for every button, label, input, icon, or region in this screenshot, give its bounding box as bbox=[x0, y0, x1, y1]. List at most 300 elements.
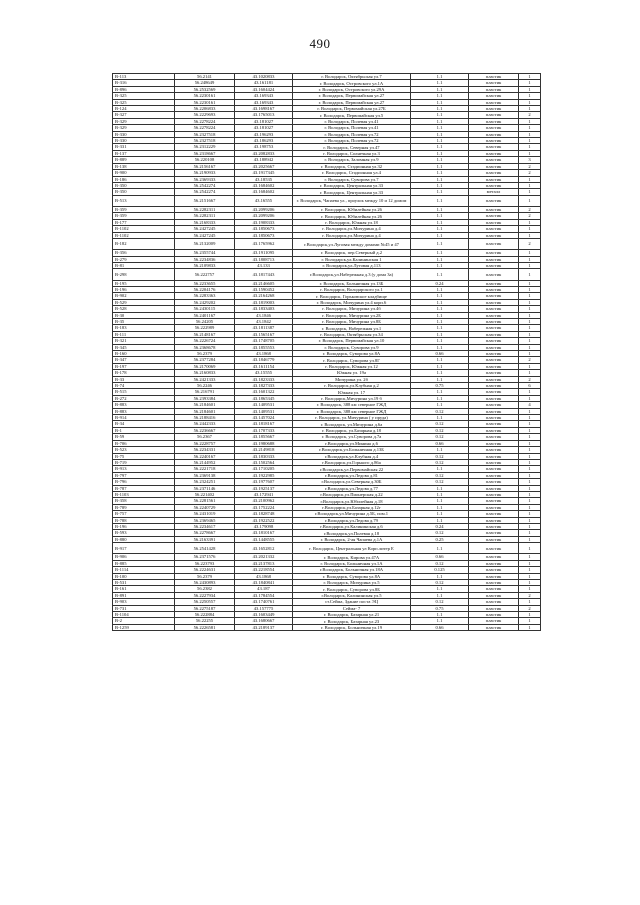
count-cell: 1 bbox=[519, 280, 541, 286]
address-cell: г. Володарск, Мичурина ул.4 корп.6 bbox=[293, 299, 411, 305]
volume-cell: 1.1 bbox=[411, 131, 469, 137]
longitude-cell: 43.181027 bbox=[235, 125, 293, 131]
volume-cell: 1.1 bbox=[411, 182, 469, 188]
longitude-cell: 43.1680667 bbox=[235, 618, 293, 624]
latitude-cell: 56.2427245 bbox=[175, 226, 235, 232]
longitude-cell: 43.1922522 bbox=[235, 517, 293, 523]
count-cell: 1 bbox=[519, 466, 541, 472]
volume-cell: 1.1 bbox=[411, 293, 469, 299]
latitude-cell: 56.2132009 bbox=[175, 238, 235, 249]
address-cell: г. Володарск, Базарная ул.23 bbox=[293, 618, 411, 624]
longitude-cell: 43.1604424 bbox=[235, 86, 293, 92]
address-cell: Мичурина ул. 2б bbox=[293, 376, 411, 382]
latitude-cell: 56.2371576 bbox=[175, 554, 235, 560]
volume-cell: 1.1 bbox=[411, 466, 469, 472]
volume-cell: 1.1 bbox=[411, 306, 469, 312]
volume-cell: 1.1 bbox=[411, 299, 469, 305]
material-cell: пластик bbox=[469, 389, 519, 395]
material-cell: пластик bbox=[469, 195, 519, 206]
material-cell: пластик bbox=[469, 250, 519, 256]
longitude-cell: 43.2025667 bbox=[235, 163, 293, 169]
site-id-cell: В-59 bbox=[113, 434, 175, 440]
address-cell: г. Володарск, Мичурина ул.4б bbox=[293, 306, 411, 312]
volume-cell: 1.1 bbox=[411, 232, 469, 238]
material-cell: пластик bbox=[469, 504, 519, 510]
site-id-cell: В-331 bbox=[113, 144, 175, 150]
longitude-cell: 43.1819003 bbox=[235, 299, 293, 305]
site-id-cell: В-100 bbox=[113, 573, 175, 579]
volume-cell: 1.1 bbox=[411, 363, 469, 369]
material-cell: пластик bbox=[469, 592, 519, 598]
table-row bbox=[113, 269, 541, 280]
count-cell: 1 bbox=[519, 485, 541, 491]
longitude-cell: 43.1833403 bbox=[235, 306, 293, 312]
count-cell: 1 bbox=[519, 331, 541, 337]
latitude-cell: 56.2148167 bbox=[175, 331, 235, 337]
site-id-cell: В-900 bbox=[113, 170, 175, 176]
latitude-cell: 56.221402 bbox=[175, 491, 235, 497]
count-cell: 1 bbox=[519, 189, 541, 195]
volume-cell: 1.1 bbox=[411, 586, 469, 592]
volume-cell: 0.12 bbox=[411, 560, 469, 566]
material-cell: пластик bbox=[469, 612, 519, 618]
site-id-cell: В-914 bbox=[113, 415, 175, 421]
longitude-cell: 43.2218554 bbox=[235, 567, 293, 573]
address-cell: г. Володарск,ул.Луговая д.113 bbox=[293, 262, 411, 268]
latitude-cell: 56.2144952 bbox=[175, 459, 235, 465]
material-cell: пластик bbox=[469, 523, 519, 529]
site-id-cell: В-330 bbox=[113, 131, 175, 137]
volume-cell: 1.1 bbox=[411, 370, 469, 376]
material-cell: пластик bbox=[469, 395, 519, 401]
latitude-cell: 56.248649 bbox=[175, 80, 235, 86]
site-id-cell: В-883 bbox=[113, 408, 175, 414]
material-cell: пластик bbox=[469, 605, 519, 611]
address-cell: г. Володарск, Мичурина ул.5 bbox=[293, 580, 411, 586]
latitude-cell: 56.2141 bbox=[175, 74, 235, 80]
latitude-cell: 56.2429202 bbox=[175, 299, 235, 305]
site-id-cell: В-124 bbox=[113, 106, 175, 112]
longitude-cell: 43.1710205 bbox=[235, 466, 293, 472]
site-id-cell: В-138 bbox=[113, 163, 175, 169]
count-cell: 1 bbox=[519, 421, 541, 427]
address-cell: г.Володарск,ул.Ледова д.77 bbox=[293, 485, 411, 491]
count-cell: 1 bbox=[519, 232, 541, 238]
material-cell: пластик bbox=[469, 466, 519, 472]
volume-cell: 1.1 bbox=[411, 118, 469, 124]
latitude-cell: 56.2109833 bbox=[175, 262, 235, 268]
site-id-cell: В-706 bbox=[113, 440, 175, 446]
material-cell: пластик bbox=[469, 150, 519, 156]
volume-cell: 1.1 bbox=[411, 312, 469, 318]
material-cell: пластик bbox=[469, 118, 519, 124]
count-cell: 1 bbox=[519, 338, 541, 344]
longitude-cell: 43.1908333 bbox=[235, 219, 293, 225]
count-cell: 2 bbox=[519, 238, 541, 249]
count-cell: 1 bbox=[519, 479, 541, 485]
latitude-cell: 56.2312229 bbox=[175, 144, 235, 150]
material-cell: пластик bbox=[469, 299, 519, 305]
volume-cell: 1.1 bbox=[411, 485, 469, 491]
longitude-cell: 43.1868 bbox=[235, 351, 293, 357]
address-cell: г.Володарск, Больничная ул.18А bbox=[293, 567, 411, 573]
material-cell: пластик bbox=[469, 402, 519, 408]
material-cell: пластик bbox=[469, 256, 519, 262]
volume-cell: 0.12 bbox=[411, 479, 469, 485]
longitude-cell: 43.1590452 bbox=[235, 286, 293, 292]
volume-cell: 1.1 bbox=[411, 238, 469, 249]
address-cell: г. Володарск, Володарского ул.1 bbox=[293, 286, 411, 292]
site-id-cell: В-796 bbox=[113, 479, 175, 485]
longitude-cell: 43.1842 bbox=[235, 318, 293, 324]
address-cell: г. Володарск, Суворова ул.8Б bbox=[293, 586, 411, 592]
count-cell: 1 bbox=[519, 427, 541, 433]
longitude-cell: 43.1850673 bbox=[235, 232, 293, 238]
latitude-cell: 56.2250557 bbox=[175, 599, 235, 605]
site-id-cell: В-325 bbox=[113, 99, 175, 105]
volume-cell: 1.1 bbox=[411, 504, 469, 510]
count-cell: 1 bbox=[519, 131, 541, 137]
address-cell: Южная ул. 19а bbox=[293, 370, 411, 376]
longitude-cell: 43.2189137 bbox=[235, 624, 293, 630]
volume-cell: 0.12 bbox=[411, 472, 469, 478]
longitude-cell: 43.186293 bbox=[235, 138, 293, 144]
latitude-cell: 56.222884 bbox=[175, 612, 235, 618]
site-id-cell: В-358 bbox=[113, 498, 175, 504]
address-cell: г. Володарск, Базарная ул.21 bbox=[293, 612, 411, 618]
longitude-cell: 43.196293 bbox=[235, 131, 293, 137]
longitude-cell: 43.1603449 bbox=[235, 612, 293, 618]
longitude-cell: 43.157775 bbox=[235, 605, 293, 611]
material-cell: пластик bbox=[469, 344, 519, 350]
material-cell: пластик bbox=[469, 459, 519, 465]
address-cell: Сейма- 7 bbox=[293, 605, 411, 611]
latitude-cell: 56.2282311 bbox=[175, 213, 235, 219]
latitude-cell: 56.2221718 bbox=[175, 466, 235, 472]
count-cell: 1 bbox=[519, 344, 541, 350]
site-id-cell: В-1103 bbox=[113, 491, 175, 497]
longitude-cell: 43.1752224 bbox=[235, 504, 293, 510]
address-cell: г. Володарск, Полевая ул.41 bbox=[293, 125, 411, 131]
volume-cell: 1.1 bbox=[411, 219, 469, 225]
count-cell: 1 bbox=[519, 504, 541, 510]
volume-cell: 1.1 bbox=[411, 517, 469, 523]
latitude-cell: 56.2278667 bbox=[175, 530, 235, 536]
site-id-cell: В-1104 bbox=[113, 612, 175, 618]
latitude-cell: 56.2156167 bbox=[175, 163, 235, 169]
longitude-cell: 43.172941 bbox=[235, 491, 293, 497]
site-id-cell: В-177 bbox=[113, 219, 175, 225]
count-cell: 1 bbox=[519, 150, 541, 156]
site-id-cell: В-196 bbox=[113, 286, 175, 292]
volume-cell: 1.1 bbox=[411, 262, 469, 268]
material-cell: пластик bbox=[469, 112, 519, 118]
site-id-cell: В-356 bbox=[113, 250, 175, 256]
site-id-cell: В-889 bbox=[113, 157, 175, 163]
material-cell: пластик bbox=[469, 325, 519, 331]
table-row bbox=[113, 238, 541, 249]
site-id-cell: В-35 bbox=[113, 318, 175, 324]
volume-cell: 1.1 bbox=[411, 163, 469, 169]
waste-containers-table bbox=[112, 73, 541, 631]
address-cell: г. Володарск, Первомайская ул.10 bbox=[293, 338, 411, 344]
count-cell: 2 bbox=[519, 605, 541, 611]
volume-cell: 1.1 bbox=[411, 511, 469, 517]
site-id-cell: В-81 bbox=[113, 262, 175, 268]
site-id-cell: В-298 bbox=[113, 269, 175, 280]
volume-cell: 1.1 bbox=[411, 150, 469, 156]
longitude-cell: 43.1765013 bbox=[235, 112, 293, 118]
volume-cell: 1.1 bbox=[411, 389, 469, 395]
longitude-cell: 43.1840841 bbox=[235, 580, 293, 586]
material-cell: пластик bbox=[469, 293, 519, 299]
count-cell: 2 bbox=[519, 112, 541, 118]
latitude-cell: 56.2246 bbox=[175, 383, 235, 389]
longitude-cell: 43.2099206 bbox=[235, 206, 293, 212]
address-cell: г. Володарск, Суворова ул.7 bbox=[293, 176, 411, 182]
latitude-cell: 56.216791 bbox=[175, 389, 235, 395]
volume-cell: 1.1 bbox=[411, 176, 469, 182]
address-cell: г.Володарск, Калининская ул.5 bbox=[293, 592, 411, 598]
latitude-cell: 56.2430893 bbox=[175, 580, 235, 586]
volume-cell: 1.1 bbox=[411, 573, 469, 579]
address-cell: г. Володарск, Октябрьская ул.34 bbox=[293, 331, 411, 337]
material-cell: пластик bbox=[469, 170, 519, 176]
latitude-cell: 56.2324251 bbox=[175, 479, 235, 485]
site-id-cell: В-515 bbox=[113, 389, 175, 395]
table-row bbox=[113, 195, 541, 206]
count-cell: 1 bbox=[519, 517, 541, 523]
volume-cell: 0.12 bbox=[411, 459, 469, 465]
address-cell: г. Володарск, Полевая ул.72 bbox=[293, 138, 411, 144]
count-cell: 1 bbox=[519, 453, 541, 459]
count-cell: 1 bbox=[519, 118, 541, 124]
longitude-cell: 43.1765962 bbox=[235, 238, 293, 249]
site-id-cell: В-913 bbox=[113, 466, 175, 472]
material-cell: пластик bbox=[469, 74, 519, 80]
volume-cell: 1.1 bbox=[411, 213, 469, 219]
material-cell: пластик bbox=[469, 306, 519, 312]
site-id-cell: В-891 bbox=[113, 592, 175, 598]
volume-cell: 1.1 bbox=[411, 344, 469, 350]
site-id-cell: В-902 bbox=[113, 293, 175, 299]
volume-cell: 1.1 bbox=[411, 402, 469, 408]
volume-cell: 1.1 bbox=[411, 226, 469, 232]
volume-cell: 1.1 bbox=[411, 498, 469, 504]
latitude-cell: 56.2275187 bbox=[175, 605, 235, 611]
latitude-cell: 56.2368678 bbox=[175, 344, 235, 350]
longitude-cell: 43.2164268 bbox=[235, 293, 293, 299]
volume-cell: 0.12 bbox=[411, 453, 469, 459]
longitude-cell: 43.2021332 bbox=[235, 554, 293, 560]
count-cell: 1 bbox=[519, 560, 541, 566]
address-cell: г. Володарск, 388 км северное ГЖД bbox=[293, 408, 411, 414]
latitude-cell: 56.2542274 bbox=[175, 182, 235, 188]
address-cell: г. Володарск, Первомайская ул.27 bbox=[293, 99, 411, 105]
latitude-cell: 56.2532569 bbox=[175, 86, 235, 92]
address-cell: г. Володарск, Больничная ул.13Б bbox=[293, 280, 411, 286]
longitude-cell: 43.1827333 bbox=[235, 383, 293, 389]
latitude-cell: 56.2283363 bbox=[175, 293, 235, 299]
longitude-cell: 43.1811387 bbox=[235, 325, 293, 331]
count-cell: 1 bbox=[519, 106, 541, 112]
latitude-cell: 56.222757 bbox=[175, 269, 235, 280]
site-id-cell: В-195 bbox=[113, 280, 175, 286]
latitude-cell: 56.2151667 bbox=[175, 195, 235, 206]
latitude-cell: 56.2367 bbox=[175, 434, 235, 440]
count-cell: 1 bbox=[519, 144, 541, 150]
site-id-cell: В-33 bbox=[113, 376, 175, 382]
site-id-cell: В-325 bbox=[113, 93, 175, 99]
latitude-cell: 56.2184601 bbox=[175, 402, 235, 408]
site-id-cell: В-719 bbox=[113, 459, 175, 465]
latitude-cell: 56.2234836 bbox=[175, 256, 235, 262]
site-id-cell: В-529 bbox=[113, 299, 175, 305]
longitude-cell: 43.1784554 bbox=[235, 592, 293, 598]
site-id-cell: В-917 bbox=[113, 543, 175, 554]
longitude-cell: 43.1020833 bbox=[235, 74, 293, 80]
address-cell: г. Володарск, 388 км северное ГЖД bbox=[293, 402, 411, 408]
address-cell: г.Володарск,ул.Базарная д.12г bbox=[293, 504, 411, 510]
count-cell: 1 bbox=[519, 182, 541, 188]
address-cell: г. Володарск, Горьковское кладбище bbox=[293, 293, 411, 299]
volume-cell: 1.1 bbox=[411, 125, 469, 131]
material-cell: пластик bbox=[469, 213, 519, 219]
address-cell: г.Володарск,ул.Юбилейная д.18 bbox=[293, 498, 411, 504]
count-cell: 1 bbox=[519, 530, 541, 536]
longitude-cell: 43.1611154 bbox=[235, 363, 293, 369]
volume-cell: 1.1 bbox=[411, 106, 469, 112]
site-id-cell: В-329 bbox=[113, 118, 175, 124]
latitude-cell: 56.2327518 bbox=[175, 131, 235, 137]
site-id-cell: В-1 bbox=[113, 427, 175, 433]
longitude-cell: 43.1448555 bbox=[235, 536, 293, 542]
count-cell: 1 bbox=[519, 312, 541, 318]
count-cell: 1 bbox=[519, 573, 541, 579]
site-id-cell: В-531 bbox=[113, 580, 175, 586]
address-cell: ст.Сейма, Здание поста ЭЦ bbox=[293, 599, 411, 605]
address-cell: г.Володарск,ул.Больничная д.13Б bbox=[293, 447, 411, 453]
volume-cell: 1.1 bbox=[411, 318, 469, 324]
site-id-cell: В-788 bbox=[113, 517, 175, 523]
site-id-cell: В-359 bbox=[113, 206, 175, 212]
longitude-cell: 43.181027 bbox=[235, 118, 293, 124]
count-cell: 1 bbox=[519, 286, 541, 292]
address-cell: г.Володарск,ул.Ледова д.79 bbox=[293, 517, 411, 523]
site-id-cell: В-183 bbox=[113, 325, 175, 331]
latitude-cell: 56.2281561 bbox=[175, 498, 235, 504]
material-cell: пластик bbox=[469, 182, 519, 188]
count-cell: 1 bbox=[519, 586, 541, 592]
count-cell: 1 bbox=[519, 523, 541, 529]
site-id-cell: В-329 bbox=[113, 125, 175, 131]
address-cell: г. Володарск, Первомайская ул.27 bbox=[293, 93, 411, 99]
volume-cell: 1.1 bbox=[411, 206, 469, 212]
longitude-cell: 43.1698167 bbox=[235, 106, 293, 112]
material-cell: пластик bbox=[469, 491, 519, 497]
address-cell: г. Володарск, Заломная ул.9 bbox=[293, 157, 411, 163]
address-cell: г. Володарск, ул.Базарная д.18 bbox=[293, 427, 411, 433]
site-id-cell: В-523 bbox=[113, 447, 175, 453]
longitude-cell: 43.133 bbox=[235, 262, 293, 268]
count-cell: 3 bbox=[519, 157, 541, 163]
latitude-cell: 56.2228757 bbox=[175, 440, 235, 446]
volume-cell: 0.12 bbox=[411, 580, 469, 586]
longitude-cell: 43.1846 bbox=[235, 312, 293, 318]
material-cell: пластик bbox=[469, 536, 519, 542]
address-cell: г. Володарск, Полевая ул.72 bbox=[293, 131, 411, 137]
latitude-cell: 56.2229693 bbox=[175, 112, 235, 118]
volume-cell: 1.1 bbox=[411, 250, 469, 256]
count-cell: 1 bbox=[519, 293, 541, 299]
material-cell: пластик bbox=[469, 99, 519, 105]
volume-cell: 1.1 bbox=[411, 395, 469, 401]
site-id-cell: В-883 bbox=[113, 402, 175, 408]
latitude-cell: 56.2204176 bbox=[175, 286, 235, 292]
volume-cell: 0.12 bbox=[411, 599, 469, 605]
volume-cell: 1.1 bbox=[411, 189, 469, 195]
latitude-cell: 56.2206833 bbox=[175, 106, 235, 112]
material-cell: пластик bbox=[469, 447, 519, 453]
volume-cell: 1.1 bbox=[411, 99, 469, 105]
material-cell: пластик bbox=[469, 434, 519, 440]
material-cell: пластик bbox=[469, 226, 519, 232]
count-cell: 1 bbox=[519, 99, 541, 105]
address-cell: г.Володарск,ул.Набережная д.3 (у дома 3а) bbox=[293, 269, 411, 280]
site-id-cell: В-513 bbox=[113, 195, 175, 206]
count-cell: 1 bbox=[519, 262, 541, 268]
latitude-cell: 56.2240167 bbox=[175, 453, 235, 459]
volume-cell: 1.1 bbox=[411, 543, 469, 554]
count-cell: 4 bbox=[519, 402, 541, 408]
address-cell: г. Володарск, Мичурина ул.8Б bbox=[293, 318, 411, 324]
latitude-cell: 56.2355744 bbox=[175, 250, 235, 256]
site-id-cell: В-789 bbox=[113, 504, 175, 510]
address-cell: г. Володарск, ул.Мичурина д.6а bbox=[293, 421, 411, 427]
address-cell: г. Володарск, Центральная ул.33 bbox=[293, 189, 411, 195]
site-id-cell: В-903 bbox=[113, 599, 175, 605]
site-id-cell: В-197 bbox=[113, 363, 175, 369]
material-cell: пластик bbox=[469, 238, 519, 249]
count-cell: 1 bbox=[519, 370, 541, 376]
longitude-cell: 43.1977607 bbox=[235, 479, 293, 485]
material-cell: пластик bbox=[469, 232, 519, 238]
count-cell: 1 bbox=[519, 415, 541, 421]
address-cell: г.Володарск,ул.Минина д.6 bbox=[293, 440, 411, 446]
site-id-cell: В-345 bbox=[113, 344, 175, 350]
volume-cell: 1.1 bbox=[411, 338, 469, 344]
longitude-cell: 43.2100962 bbox=[235, 498, 293, 504]
material-cell: пластик bbox=[469, 479, 519, 485]
address-cell: г. Володарск, Первомайская ул.27Б bbox=[293, 106, 411, 112]
address-cell: г.Володарск,ул.Луговая между домами №45 и 47 bbox=[293, 238, 411, 249]
count-cell: 1 bbox=[519, 256, 541, 262]
longitude-cell: 43.188942 bbox=[235, 157, 293, 163]
site-id-cell: В-111 bbox=[113, 331, 175, 337]
material-cell: пластик bbox=[469, 312, 519, 318]
material-cell: пластик bbox=[469, 131, 519, 137]
latitude-cell: 56.2226724 bbox=[175, 338, 235, 344]
latitude-cell: 56.2227934 bbox=[175, 592, 235, 598]
latitude-cell: 56.2234331 bbox=[175, 447, 235, 453]
address-cell: г. Володарск, Полевая ул.41 bbox=[293, 118, 411, 124]
latitude-cell: 56.2278224 bbox=[175, 125, 235, 131]
address-cell: г. Володарск, Островского ул.1А bbox=[293, 80, 411, 86]
volume-cell: 0.24 bbox=[411, 280, 469, 286]
material-cell: пластик bbox=[469, 573, 519, 579]
address-cell: г. Володарск, ул.Мичурина ( у пруда) bbox=[293, 415, 411, 421]
count-cell: 1 bbox=[519, 408, 541, 414]
